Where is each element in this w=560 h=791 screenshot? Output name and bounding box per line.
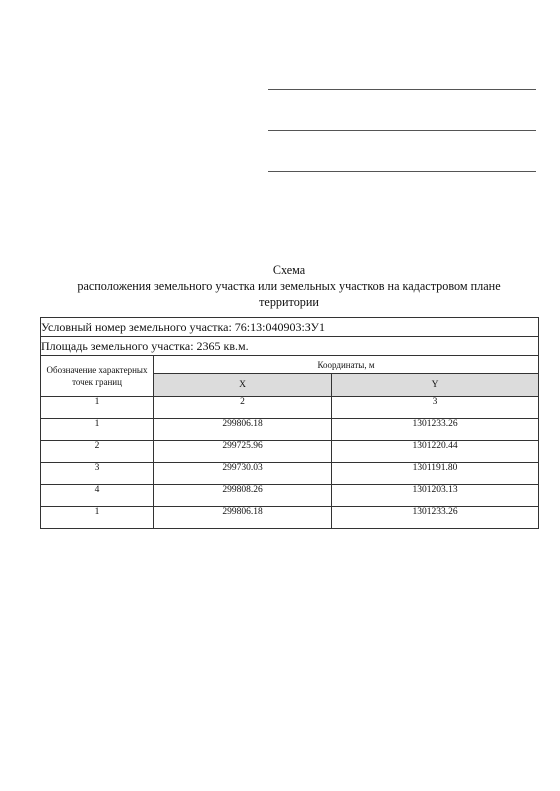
column-numbering-row	[41, 397, 539, 419]
signature-line-2	[268, 130, 536, 131]
table-row	[41, 419, 539, 441]
coordinates-table	[40, 317, 539, 529]
table-row	[41, 485, 539, 507]
y-cell: 1301233.26	[332, 507, 539, 529]
point-cell: 1	[41, 507, 154, 529]
area-row: Площадь земельного участка: 2365 кв.м.	[41, 337, 539, 356]
x-cell: 299725.96	[154, 441, 332, 463]
table-row	[41, 441, 539, 463]
y-column-header: Y	[332, 374, 539, 397]
document-title	[40, 262, 538, 310]
x-column-header: X	[154, 374, 332, 397]
conditional-number-row: Условный номер земельного участка: 76:13:040903:ЗУ1	[41, 318, 539, 337]
title-line-3: территории	[259, 295, 319, 309]
points-column-header: Обозначение характерных точек границ	[41, 356, 154, 397]
y-cell: 1301233.26	[332, 419, 539, 441]
coordinates-column-header: Координаты, м	[154, 356, 539, 374]
signature-line-3	[268, 171, 536, 172]
point-cell: 4	[41, 485, 154, 507]
title-line-1: Схема	[272, 263, 306, 277]
y-cell: 1301191.80	[332, 463, 539, 485]
x-cell: 299730.03	[154, 463, 332, 485]
point-cell: 2	[41, 441, 154, 463]
y-cell: 1301220.44	[332, 441, 539, 463]
point-cell: 1	[41, 419, 154, 441]
signature-line-1	[268, 89, 536, 90]
y-cell: 1301203.13	[332, 485, 539, 507]
table-row	[41, 507, 539, 529]
x-cell: 299806.18	[154, 419, 332, 441]
x-cell: 299808.26	[154, 485, 332, 507]
numbering-cell: 3	[332, 397, 539, 419]
table-row	[41, 463, 539, 485]
numbering-cell: 2	[154, 397, 332, 419]
title-line-2: расположения земельного участка или земельных участков на кадастровом плане	[77, 279, 501, 293]
numbering-cell: 1	[41, 397, 154, 419]
point-cell: 3	[41, 463, 154, 485]
x-cell: 299806.18	[154, 507, 332, 529]
